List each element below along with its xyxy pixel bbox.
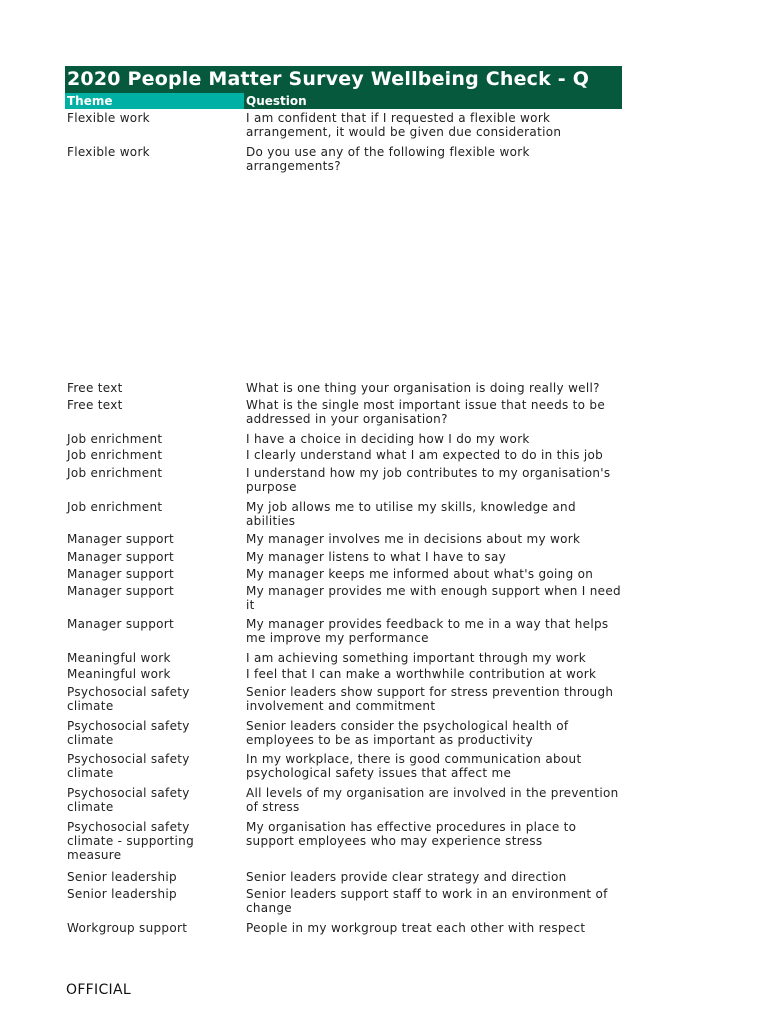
theme-column-header: Theme: [65, 93, 244, 109]
theme-cell: Senior leadership: [67, 887, 177, 901]
theme-cell: Manager support: [67, 617, 174, 631]
question-cell: All levels of my organisation are involved in the prevention of stress: [246, 786, 619, 814]
question-cell: What is the single most important issue that needs to be addressed in your organisation?: [246, 398, 606, 426]
theme-cell: Free text: [67, 381, 123, 395]
question-cell: In my workplace, there is good communication about psychological safety issues that affect me: [246, 752, 582, 780]
theme-cell: Workgroup support: [67, 921, 188, 935]
question-cell: My manager involves me in decisions about my work: [246, 532, 581, 546]
theme-cell: Job enrichment: [67, 432, 163, 446]
theme-cell: Psychosocial safety climate: [67, 685, 190, 713]
question-cell: My organisation has effective procedures in place to support employees who may experience stress: [246, 820, 577, 848]
theme-cell: Free text: [67, 398, 123, 412]
theme-cell: Senior leadership: [67, 870, 177, 884]
question-column-header: Question: [244, 93, 622, 109]
question-cell: Senior leaders show support for stress prevention through involvement and commitment: [246, 685, 614, 713]
theme-cell: Job enrichment: [67, 448, 163, 462]
page-title: 2020 People Matter Survey Wellbeing Check - Q: [67, 68, 590, 90]
question-cell: Senior leaders consider the psychological health of employees to be as important as productivity: [246, 719, 569, 747]
question-cell: People in my workgroup treat each other with respect: [246, 921, 586, 935]
theme-cell: Meaningful work: [67, 667, 171, 681]
question-cell: Senior leaders support staff to work in an environment of change: [246, 887, 608, 915]
question-cell: Do you use any of the following flexible work arrangements?: [246, 145, 530, 173]
theme-cell: Psychosocial safety climate: [67, 752, 190, 780]
question-cell: I have a choice in deciding how I do my work: [246, 432, 530, 446]
question-cell: What is one thing your organisation is doing really well?: [246, 381, 600, 395]
theme-cell: Manager support: [67, 550, 174, 564]
question-cell: My manager provides me with enough support when I need it: [246, 584, 621, 612]
theme-cell: Job enrichment: [67, 466, 163, 480]
question-cell: My job allows me to utilise my skills, knowledge and abilities: [246, 500, 576, 528]
theme-cell: Manager support: [67, 584, 174, 598]
question-cell: I feel that I can make a worthwhile contribution at work: [246, 667, 597, 681]
question-cell: My manager keeps me informed about what's going on: [246, 567, 594, 581]
question-cell: I am achieving something important through my work: [246, 651, 587, 665]
theme-cell: Manager support: [67, 532, 174, 546]
theme-cell: Manager support: [67, 567, 174, 581]
question-cell: I understand how my job contributes to my organisation's purpose: [246, 466, 611, 494]
classification-footer: OFFICIAL: [66, 982, 131, 998]
question-cell: I clearly understand what I am expected to do in this job: [246, 448, 604, 462]
theme-cell: Flexible work: [67, 111, 150, 125]
title-bar: [65, 66, 622, 93]
question-cell: I am confident that if I requested a flexible work arrangement, it would be given due consideration: [246, 111, 562, 139]
theme-cell: Psychosocial safety climate: [67, 719, 190, 747]
theme-cell: Psychosocial safety climate - supporting measure: [67, 820, 194, 862]
question-cell: My manager listens to what I have to say: [246, 550, 507, 564]
theme-cell: Meaningful work: [67, 651, 171, 665]
theme-cell: Psychosocial safety climate: [67, 786, 190, 814]
question-cell: Senior leaders provide clear strategy and direction: [246, 870, 567, 884]
theme-cell: Flexible work: [67, 145, 150, 159]
theme-cell: Job enrichment: [67, 500, 163, 514]
question-cell: My manager provides feedback to me in a way that helps me improve my performance: [246, 617, 609, 645]
table-header: [65, 93, 622, 109]
